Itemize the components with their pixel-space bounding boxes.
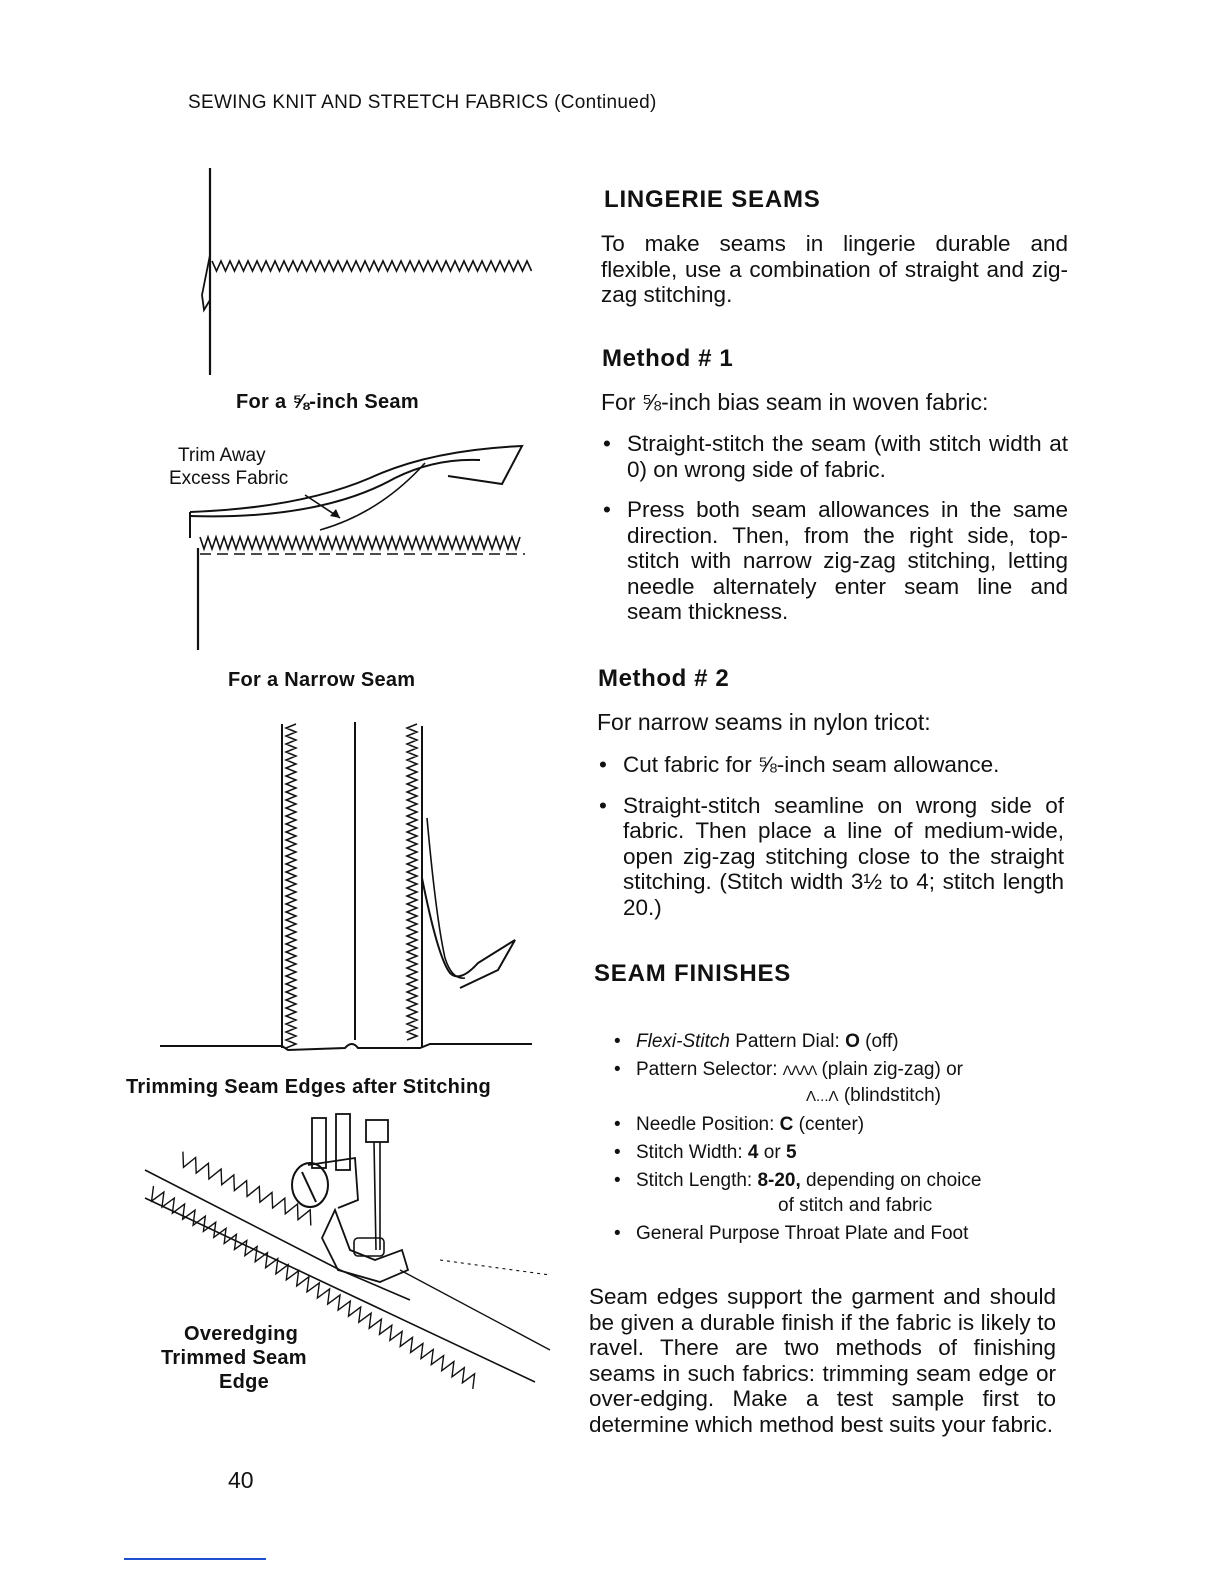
seam-finishes-paragraph: Seam edges support the garment and should be given a durable finish if the fabric is likely to ravel. There are two methods of finishing seams in such fabrics: trimming seam edge or over-edging. Make a test sample first to determine which method best suits your fabric. <box>589 1284 1056 1437</box>
setting-stitch-length: • Stitch Length: 8-20, depending on choice of stitch and fabric <box>612 1168 1062 1218</box>
fig1-caption: For a ⅝-inch Seam <box>236 391 419 413</box>
lingerie-intro-paragraph: To make seams in lingerie durable and flexible, use a combination of straight and zig-zag stitching. <box>601 231 1068 307</box>
method2-bullet: • Straight-stitch seamline on wrong side of fabric. Then place a line of medium-wide, open zig-zag stitching close to the straight stitching. (Stitch width 3½ to 4; stitch length 20.) <box>597 793 1064 921</box>
method1-bullet-list <box>601 431 1068 640</box>
fig-five-eighths-seam-illustration <box>190 160 550 380</box>
setting-needle-position: • Needle Position: C (center) <box>612 1112 1062 1137</box>
setting-stitch-width: • Stitch Width: 4 or 5 <box>612 1140 1062 1165</box>
fig-trimming-seam-illustration <box>160 718 540 1058</box>
fig4-label-line3: Edge <box>219 1371 270 1393</box>
footer-rule <box>124 1558 266 1560</box>
method2-heading: Method # 2 <box>598 665 730 692</box>
machine-settings-list <box>612 1029 1062 1249</box>
setting-value: 4 <box>747 1142 759 1163</box>
method2-bullet-list <box>597 752 1064 935</box>
seam-finishes-heading: SEAM FINISHES <box>594 960 792 987</box>
setting-value: 5 <box>785 1142 797 1163</box>
setting-value: C <box>779 1114 794 1135</box>
setting-throat-plate: • General Purpose Throat Plate and Foot <box>612 1221 1062 1246</box>
trim-away-label-line2: Excess Fabric <box>169 468 289 489</box>
fig-narrow-seam-illustration <box>180 438 540 658</box>
running-head: SEWING KNIT AND STRETCH FABRICS (Continued) <box>188 92 657 113</box>
fig2-caption: For a Narrow Seam <box>228 669 416 691</box>
setting-label: Flexi-Stitch <box>636 1031 730 1052</box>
method2-bullet: • Cut fabric for ⅝-inch seam allowance. <box>597 752 1064 778</box>
fig3-caption: Trimming Seam Edges after Stitching <box>126 1076 492 1098</box>
setting-pattern-dial: • Flexi-Stitch Pattern Dial: O (off) <box>612 1029 1062 1054</box>
blindstitch-symbol: Λ...Λ <box>806 1088 839 1105</box>
zigzag-symbol: ΛΛΛΛ <box>782 1062 817 1078</box>
trim-away-label-line1: Trim Away <box>178 445 266 466</box>
fig4-label-line2: Trimmed Seam <box>161 1347 307 1369</box>
method2-lead: For narrow seams in nylon tricot: <box>597 709 931 735</box>
fig-overedging-illustration <box>140 1110 560 1430</box>
setting-value: 8-20, <box>757 1170 801 1191</box>
method1-heading: Method # 1 <box>602 345 734 372</box>
setting-pattern-selector: • Pattern Selector: ΛΛΛΛ (plain zig-zag) or Λ...Λ (blindstitch) <box>612 1057 1062 1109</box>
lingerie-seams-heading: LINGERIE SEAMS <box>604 186 821 213</box>
fig4-label-line1: Overedging <box>184 1323 299 1345</box>
setting-value: O <box>845 1031 860 1052</box>
method1-bullet: • Press both seam allowances in the same direction. Then, from the right side, top-stitch with narrow zig-zag stitching, letting needle alternately enter seam line and seam thickness. <box>601 497 1068 625</box>
method1-bullet: • Straight-stitch the seam (with stitch width at 0) on wrong side of fabric. <box>601 431 1068 482</box>
method1-lead: For ⅝-inch bias seam in woven fabric: <box>601 389 989 415</box>
page-number: 40 <box>228 1467 254 1493</box>
